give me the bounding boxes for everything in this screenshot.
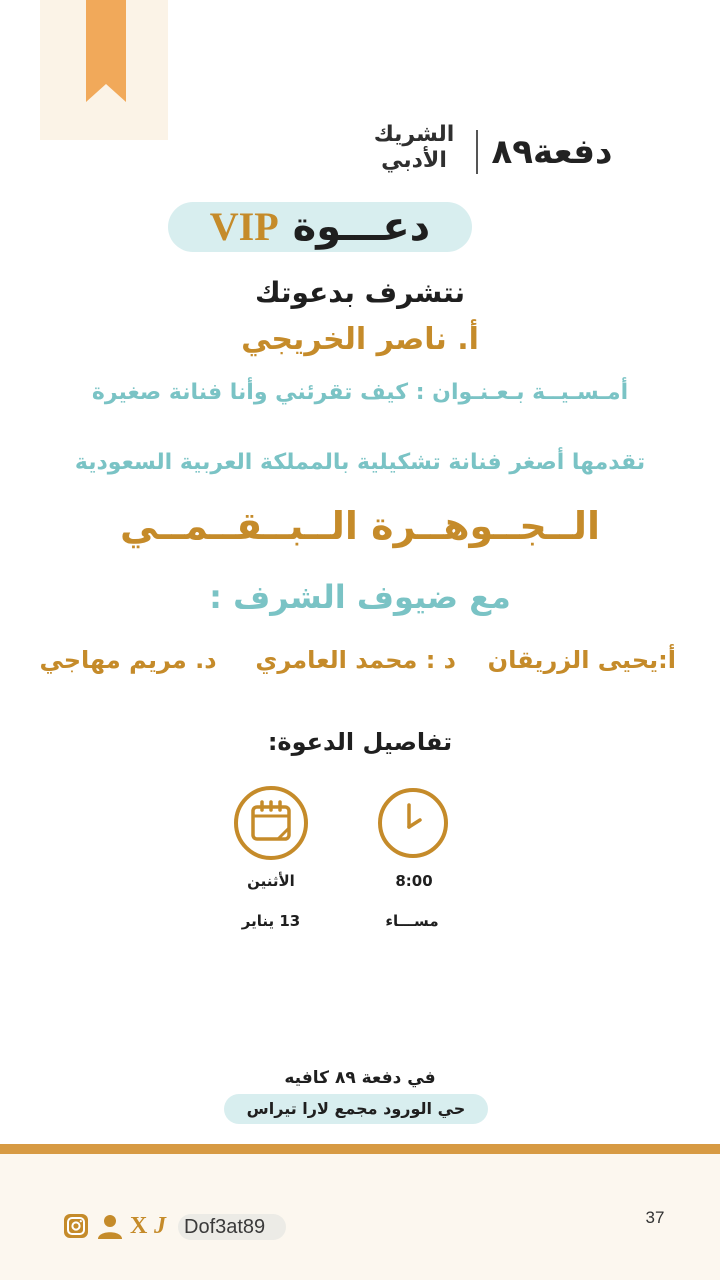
brand-logo: دفعة٨٩ bbox=[491, 132, 613, 172]
venue-address: حي الورود مجمع لارا تيراس bbox=[246, 1099, 466, 1118]
calendar-icon bbox=[234, 786, 308, 860]
logo-divider bbox=[476, 130, 478, 174]
invite-title bbox=[168, 202, 472, 252]
clock-icon bbox=[378, 788, 448, 858]
instagram-icon[interactable] bbox=[64, 1214, 88, 1238]
partner-line2: الأدبي bbox=[381, 148, 447, 173]
guest-name: أ:يحيى الزريقان bbox=[487, 646, 676, 674]
evening-title: أمـسـيــة بـعـنـوان : كيف تقرئني وأنا فنانة صغيرة bbox=[91, 380, 629, 405]
guest-name: د : محمد العامري bbox=[255, 646, 456, 674]
j-icon[interactable]: J bbox=[154, 1213, 166, 1239]
header-logo bbox=[368, 122, 618, 182]
social-handle[interactable]: Dof3at89 bbox=[184, 1216, 266, 1238]
user-icon[interactable] bbox=[96, 1212, 124, 1240]
x-icon[interactable]: X bbox=[130, 1213, 148, 1239]
guests-title: مع ضيوف الشرف : bbox=[209, 578, 511, 616]
footer-divider-bar bbox=[0, 1144, 720, 1154]
venue-name: في دفعة ٨٩ كافيه bbox=[284, 1068, 436, 1088]
artist-name: الــجــوهــرة الــبــقــمــي bbox=[119, 504, 601, 548]
guest-name: د. مريم مهاجي bbox=[39, 646, 217, 674]
event-date: 13 يناير bbox=[241, 912, 301, 930]
bookmark-ribbon-icon bbox=[86, 0, 126, 102]
partner-logo bbox=[368, 122, 460, 180]
title-vip: VIP bbox=[209, 204, 279, 249]
presenter-line: تقدمها أصغر فنانة تشكيلية بالمملكة العربية السعودية bbox=[74, 450, 646, 475]
event-day: الأثنين bbox=[247, 872, 295, 890]
page-number: 37 bbox=[645, 1208, 665, 1227]
partner-line1: الشريك bbox=[373, 122, 455, 147]
honored-text: نتشرف بدعوتك bbox=[254, 276, 466, 309]
title-word: دعـــوة bbox=[292, 204, 431, 250]
details-title: تفاصيل الدعوة: bbox=[267, 728, 453, 756]
host-name: أ. ناصر الخريجي bbox=[241, 322, 479, 357]
event-period: مســـاء bbox=[385, 912, 439, 930]
event-time: 8:00 bbox=[395, 872, 433, 890]
